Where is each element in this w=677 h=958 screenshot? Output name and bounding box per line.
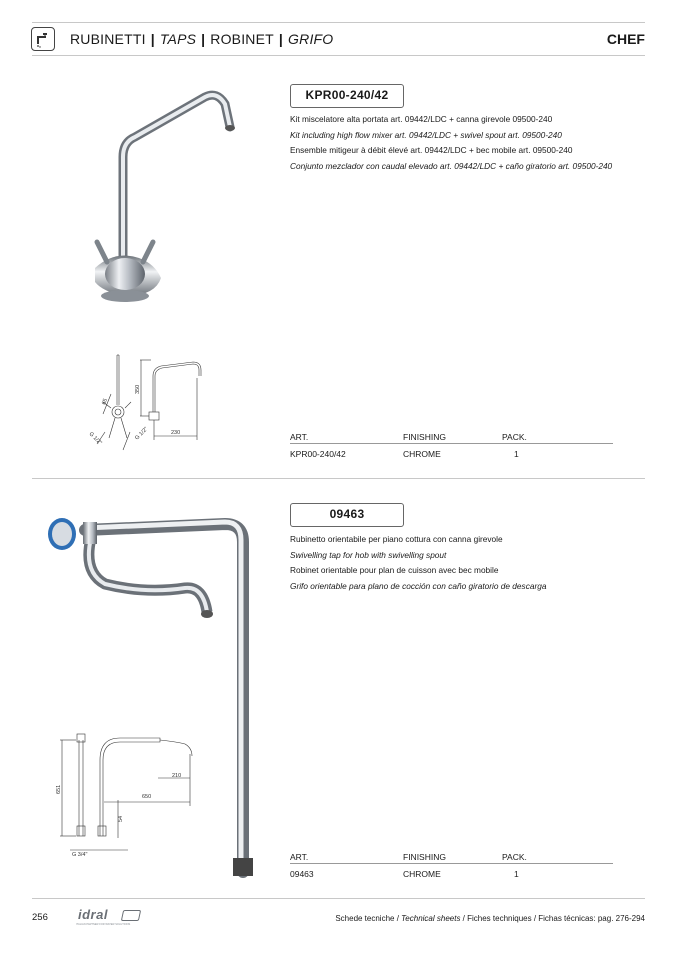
title-separator: |: [201, 31, 206, 47]
title-separator: |: [150, 31, 155, 47]
dim-thread-right: G 1/2": [134, 426, 150, 442]
footer-reference: [335, 914, 645, 923]
logo-wordmark: idral: [78, 907, 108, 922]
logo-icon: [121, 910, 141, 921]
product-code-box: [290, 84, 404, 108]
page-number: 256: [32, 912, 48, 923]
footer-text-it: Schede tecniche /: [335, 914, 402, 923]
description-fr: Robinet orientable pour plan de cuisson avec bec mobile: [290, 565, 499, 576]
table-cell-pack: 1: [514, 869, 519, 879]
description-en: Kit including high flow mixer art. 09442/LDC + swivel spout art. 09500-240: [290, 129, 562, 140]
table-cell-art: 09463: [290, 869, 314, 879]
dim-230: 230: [171, 430, 181, 436]
table-cell-finishing: CHROME: [403, 869, 441, 879]
table-header-pack: PACK.: [502, 852, 527, 862]
footer-text-rest: / Fiches techniques / Fichas técnicas: pag. 276-294: [460, 914, 645, 923]
table-header-pack: PACK.: [502, 432, 527, 442]
table-cell-art: KPR00-240/42: [290, 449, 346, 459]
title-fr: ROBINET: [210, 31, 274, 47]
table-header-art: ART.: [290, 852, 309, 862]
description-es: Conjunto mezclador con caudal elevado art. 09442/LDC + caño giratorio art. 09500-240: [290, 160, 613, 171]
dim-thread: G 3/4": [72, 852, 88, 858]
product-description: [290, 112, 612, 174]
footer-text-en: Technical sheets: [401, 914, 461, 923]
table-header-art: ART.: [290, 432, 309, 442]
tap-icon: [31, 27, 55, 51]
product-code: 09463: [329, 507, 365, 521]
description-en: Swivelling tap for hob with swivelling spout: [290, 549, 447, 560]
technical-drawing-swivel-tap: [50, 730, 200, 860]
product-code-box: [290, 503, 404, 527]
logo-tagline: ITALIAN PARTNER FOR WATER SOLUTIONS: [76, 923, 131, 926]
product-image-mixer-tap: [85, 82, 245, 312]
description-it: Kit miscelatore alta portata art. 09442/LDC + canna girevole 09500-240: [290, 114, 553, 124]
description-fr: Ensemble mitigeur à débit élevé art. 09442/LDC + bec mobile art. 09500-240: [290, 145, 573, 156]
table-header-finishing: FINISHING: [403, 852, 446, 862]
page-title: [70, 31, 333, 47]
product-table: [290, 852, 613, 884]
table-header-finishing: FINISHING: [403, 432, 446, 442]
product-description: [290, 532, 546, 594]
description-it: Rubinetto orientabile per piano cottura con canna girevole: [290, 534, 503, 544]
title-en: TAPS: [159, 31, 197, 47]
dim-210: 210: [172, 773, 182, 779]
product-code: KPR00-240/42: [305, 88, 389, 102]
dim-thread-left: G 1/2": [87, 431, 103, 447]
brand-logo: [76, 907, 146, 929]
dim-350: 350: [135, 384, 141, 394]
product-table: [290, 432, 613, 464]
collection-name: CHEF: [606, 31, 645, 47]
dim-651: 651: [56, 784, 62, 794]
title-separator: |: [278, 31, 284, 47]
title-it: RUBINETTI: [70, 31, 146, 47]
technical-drawing-mixer-tap: [85, 350, 225, 460]
dim-54: 54: [118, 815, 124, 822]
table-cell-finishing: CHROME: [403, 449, 441, 459]
dim-650: 650: [142, 794, 152, 800]
description-es: Grifo orientable para plano de cocción con caño giratorio de descarga: [290, 580, 547, 591]
dim-65: 65: [101, 397, 109, 406]
title-es: GRIFO: [288, 31, 334, 47]
table-cell-pack: 1: [514, 449, 519, 459]
